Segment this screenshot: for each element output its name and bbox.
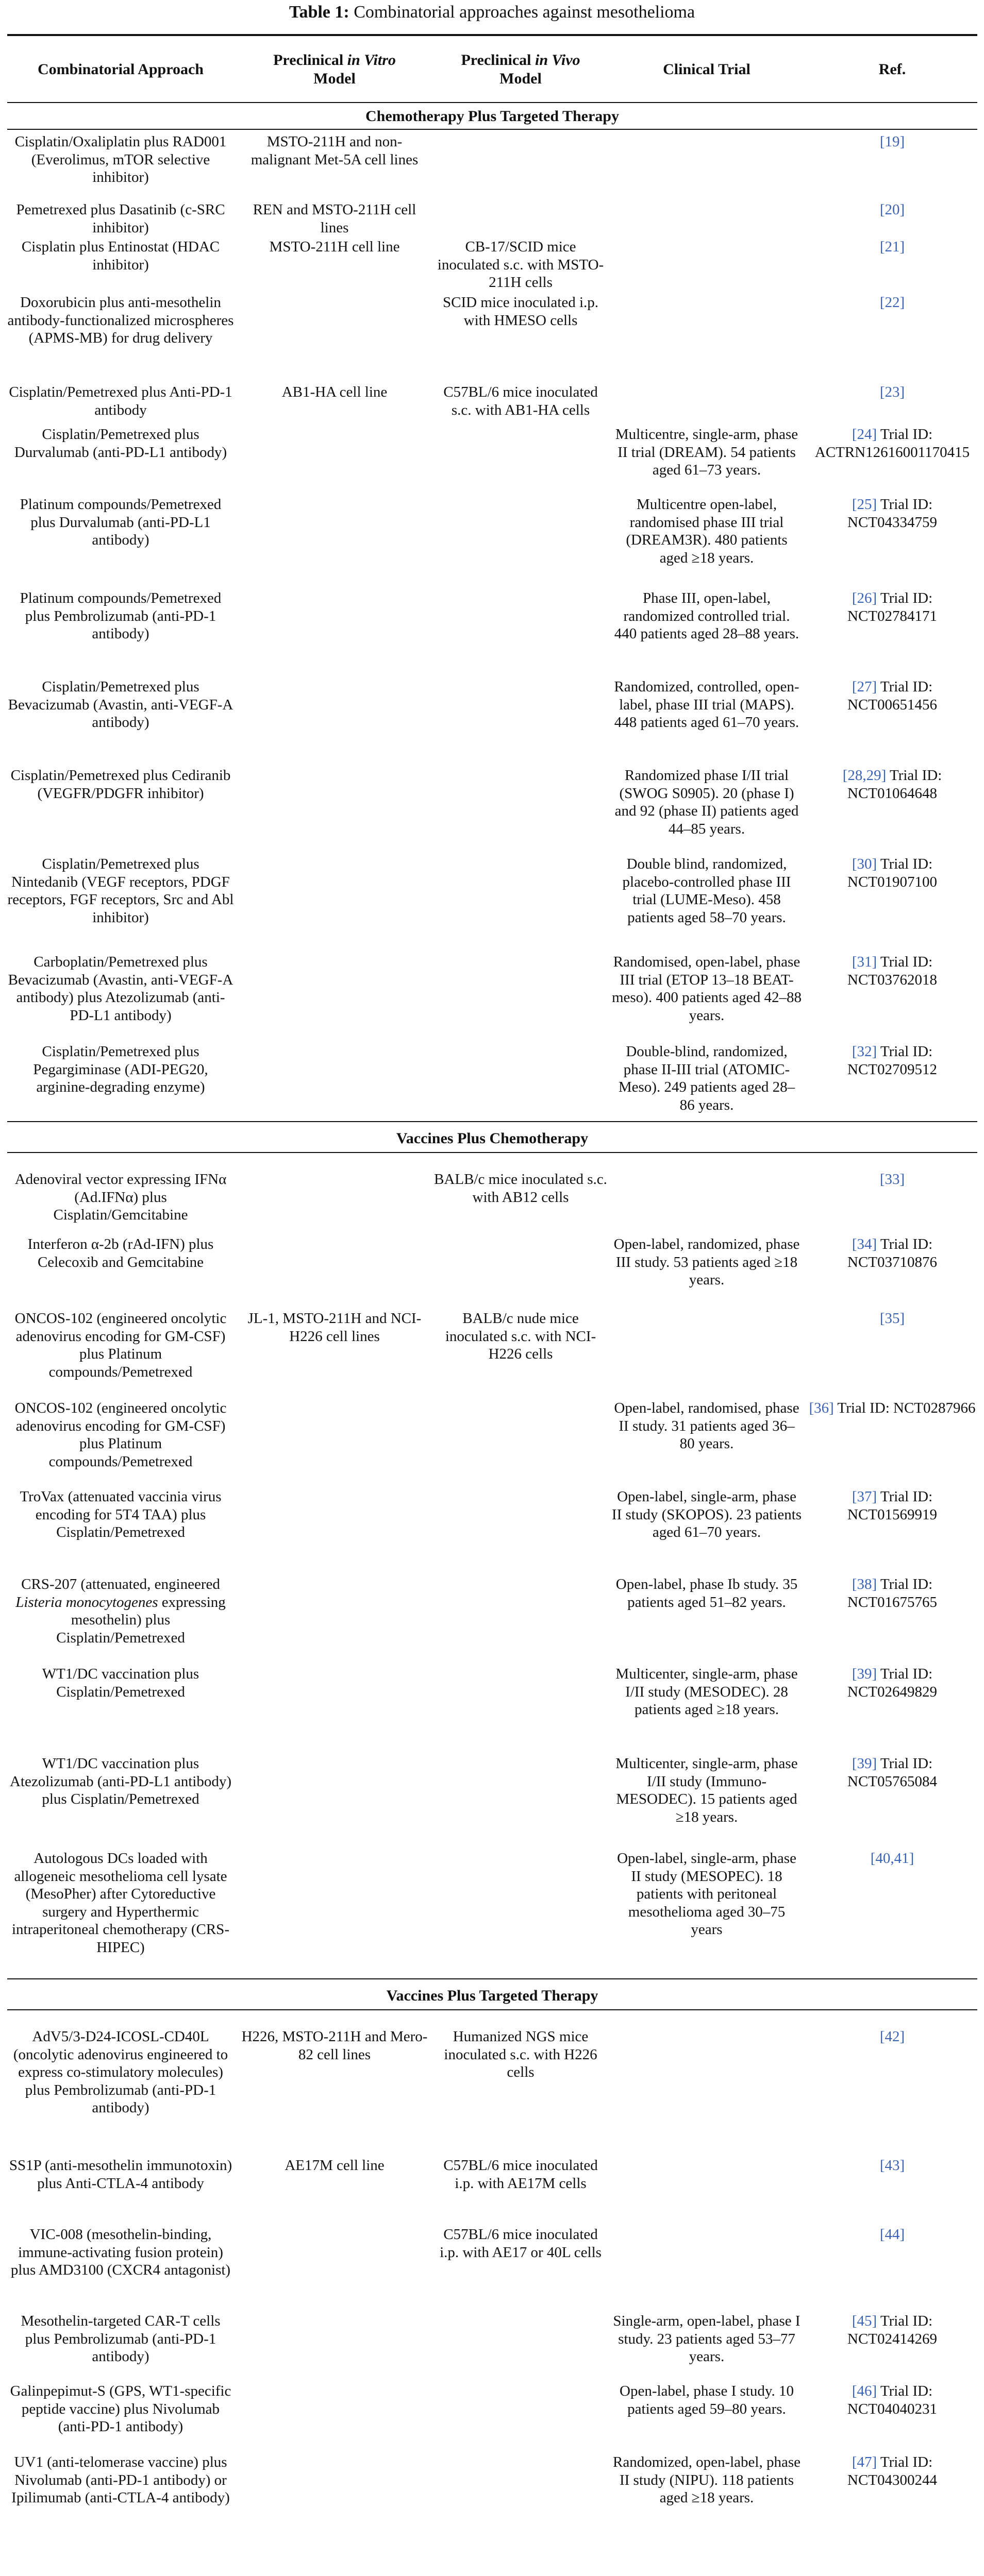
cell-ref xyxy=(807,1171,977,1189)
cell-vivo: C57BL/6 mice inoculated i.p. with AE17M cells xyxy=(443,2157,598,2192)
cell-ref: [28,29] Trial ID: NCT01064648 xyxy=(842,767,942,802)
cell-trial: Double blind, randomized, placebo-controlled phase III trial (LUME-Meso). 458 patients aged 58–70 years. xyxy=(622,856,791,926)
section-rule xyxy=(7,129,977,130)
cell-vivo: Humanized NGS mice inoculated s.c. with H226 cells xyxy=(444,2028,597,2080)
ref-link[interactable]: [32] xyxy=(852,1043,877,1060)
cell-approach: Cisplatin/Oxaliplatin plus RAD001 (Everolimus, mTOR selective inhibitor) xyxy=(14,133,227,185)
top-rule xyxy=(7,34,977,36)
cell-ref: [45] Trial ID: NCT02414269 xyxy=(847,2313,937,2347)
table-caption-text: Combinatorial approaches against mesothelioma xyxy=(354,3,695,22)
cell-approach: Cisplatin/Pemetrexed plus Anti-PD-1 antibody xyxy=(9,384,232,418)
cell-trial: Multicenter, single-arm, phase I/II study (MESODEC). 28 patients aged ≥18 years. xyxy=(615,1666,798,1718)
cell-ref: [32] Trial ID: NCT02709512 xyxy=(847,1043,937,1078)
ref-link[interactable]: [45] xyxy=(852,2313,877,2329)
cell-approach: UV1 (anti-telomerase vaccine) plus Nivolumab (anti-PD-1 antibody) or Ipilimumab (anti-CTLA-4 antibody) xyxy=(11,2454,230,2506)
cell-approach: Cisplatin/Pemetrexed plus Pegargiminase (ADI-PEG20, arginine-degrading enzyme) xyxy=(33,1043,208,1095)
cell-approach: AdV5/3-D24-ICOSL-CD40L (oncolytic adenovirus engineered to express co-stimulatory molecules) plus Pembrolizumab (anti-PD-1 antibody) xyxy=(13,2028,228,2116)
cell-approach: Pemetrexed plus Dasatinib (c-SRC inhibitor) xyxy=(16,201,225,236)
ref-link[interactable]: [35] xyxy=(879,1310,905,1327)
cell-trial: Multicenter, single-arm, phase I/II study (Immuno-MESODEC). 15 patients aged ≥18 years. xyxy=(615,1755,798,1825)
cell-ref xyxy=(807,2028,977,2046)
cell-approach: Galinpepimut-S (GPS, WT1-specific peptide vaccine) plus Nivolumab (anti-PD-1 antibody) xyxy=(10,2383,231,2435)
ref-link[interactable]: [47] xyxy=(852,2454,877,2470)
header-vitro: Preclinical in Vitro Model xyxy=(273,52,396,87)
ref-link[interactable]: [27] xyxy=(852,679,877,695)
section-rule xyxy=(7,1978,977,1979)
cell-ref xyxy=(807,383,977,401)
cell-ref: [36] Trial ID: NCT0287966 xyxy=(809,1400,976,1416)
header-trial: Clinical Trial xyxy=(663,61,750,78)
cell-approach: TroVax (attenuated vaccinia virus encoding for 5T4 TAA) plus Cisplatin/Pemetrexed xyxy=(20,1488,222,1540)
cell-trial: Randomized, controlled, open-label, phase III trial (MAPS). 448 patients aged 61–70 years. xyxy=(614,679,799,731)
cell-ref xyxy=(807,2226,977,2244)
cell-approach: Cisplatin/Pemetrexed plus Nintedanib (VEGF receptors, PDGF receptors, FGF receptors, Src and Abl inhibitor) xyxy=(7,856,234,926)
ref-link[interactable]: [25] xyxy=(852,496,877,513)
table-caption-label: Table 1: xyxy=(289,3,349,22)
cell-vitro: H226, MSTO-211H and Mero-82 cell lines xyxy=(241,2028,428,2063)
section-title: Vaccines Plus Chemotherapy xyxy=(396,1130,589,1147)
ref-link[interactable]: [34] xyxy=(852,1236,877,1252)
cell-ref: [46] Trial ID: NCT04040231 xyxy=(847,2383,937,2417)
cell-approach: ONCOS-102 (engineered oncolytic adenovirus encoding for GM-CSF) plus Platinum compounds/Pemetrexed xyxy=(14,1400,227,1470)
cell-approach: Adenoviral vector expressing IFNα (Ad.IFNα) plus Cisplatin/Gemcitabine xyxy=(14,1171,227,1223)
cell-approach: Autologous DCs loaded with allogeneic mesothelioma cell lysate (MesoPher) after Cytoreductive surgery and Hyperthermic intraperitoneal chemotherapy (CRS-HIPEC) xyxy=(12,1850,229,1956)
header-approach: Combinatorial Approach xyxy=(38,61,204,78)
cell-approach: Platinum compounds/Pemetrexed plus Pembrolizumab (anti-PD-1 antibody) xyxy=(20,590,222,642)
ref-link[interactable]: [22] xyxy=(879,294,905,311)
cell-vivo: C57BL/6 mice inoculated s.c. with AB1-HA cells xyxy=(443,384,598,418)
cell-ref: [25] Trial ID: NCT04334759 xyxy=(847,496,937,531)
cell-ref: [37] Trial ID: NCT01569919 xyxy=(847,1488,937,1523)
cell-ref: [39] Trial ID: NCT02649829 xyxy=(847,1666,937,1700)
cell-ref: [27] Trial ID: NCT00651456 xyxy=(847,679,937,713)
cell-approach: SS1P (anti-mesothelin immunotoxin) plus Anti-CTLA-4 antibody xyxy=(9,2157,232,2192)
ref-link[interactable]: [43] xyxy=(879,2157,905,2174)
cell-approach: Doxorubicin plus anti-mesothelin antibody-functionalized microspheres (APMS-MB) for drug delivery xyxy=(7,294,234,346)
cell-ref: [26] Trial ID: NCT02784171 xyxy=(847,590,937,624)
section-title: Chemotherapy Plus Targeted Therapy xyxy=(365,108,619,125)
cell-ref xyxy=(807,238,977,256)
ref-link[interactable]: [40,41] xyxy=(870,1850,914,1867)
cell-vitro: MSTO-211H cell line xyxy=(269,239,400,255)
cell-ref: [38] Trial ID: NCT01675765 xyxy=(847,1576,937,1611)
cell-approach: Cisplatin/Pemetrexed plus Bevacizumab (Avastin, anti-VEGF-A antibody) xyxy=(8,679,234,731)
cell-approach: WT1/DC vaccination plus Atezolizumab (anti-PD-L1 antibody) plus Cisplatin/Pemetrexed xyxy=(9,1755,232,1807)
ref-link[interactable]: [44] xyxy=(879,2226,905,2243)
cell-vitro: AB1-HA cell line xyxy=(281,384,388,400)
cell-trial: Open-label, phase I study. 10 patients aged 59–80 years. xyxy=(620,2383,794,2417)
ref-link[interactable]: [37] xyxy=(852,1488,877,1505)
ref-link[interactable]: [42] xyxy=(879,2028,905,2045)
cell-approach: Carboplatin/Pemetrexed plus Bevacizumab (Avastin, anti-VEGF-A antibody) plus Atezolizumab (anti-PD-L1 antibody) xyxy=(8,954,234,1024)
cell-approach: Interferon α-2b (rAd-IFN) plus Celecoxib and Gemcitabine xyxy=(27,1236,214,1270)
header-rule xyxy=(7,102,977,103)
cell-trial: Randomised, open-label, phase III trial (ETOP 13–18 BEAT-meso). 400 patients aged 42–88 years. xyxy=(611,954,802,1024)
cell-ref: [30] Trial ID: NCT01907100 xyxy=(847,856,937,890)
cell-approach: Cisplatin plus Entinostat (HDAC inhibitor) xyxy=(21,239,220,273)
ref-link[interactable]: [46] xyxy=(852,2383,877,2399)
cell-ref: [39] Trial ID: NCT05765084 xyxy=(847,1755,937,1790)
ref-link[interactable]: [20] xyxy=(879,201,905,218)
cell-vitro: MSTO-211H and non-malignant Met-5A cell lines xyxy=(251,133,419,168)
header-ref: Ref. xyxy=(878,61,906,78)
ref-link[interactable]: [28,29] xyxy=(842,767,887,784)
cell-trial: Open-label, randomised, phase II study. 31 patients aged 36–80 years. xyxy=(614,1400,799,1452)
ref-link[interactable]: [38] xyxy=(852,1576,877,1592)
cell-trial: Multicentre, single-arm, phase II trial (DREAM). 54 patients aged 61–73 years. xyxy=(615,426,798,478)
ref-link[interactable]: [30] xyxy=(852,856,877,872)
section-rule xyxy=(7,2009,977,2010)
cell-ref: [47] Trial ID: NCT04300244 xyxy=(847,2454,937,2488)
section-rule xyxy=(7,1152,977,1153)
cell-ref: [31] Trial ID: NCT03762018 xyxy=(847,954,937,988)
ref-link[interactable]: [26] xyxy=(852,590,877,606)
table-caption xyxy=(0,0,984,25)
cell-trial: Double-blind, randomized, phase II-III trial (ATOMIC-Meso). 249 patients aged 28–86 years. xyxy=(618,1043,795,1113)
cell-vivo: BALB/c mice inoculated s.c. with AB12 cells xyxy=(434,1171,607,1206)
ref-link[interactable]: [19] xyxy=(879,133,905,150)
cell-approach: ONCOS-102 (engineered oncolytic adenovirus encoding for GM-CSF) plus Platinum compounds/Pemetrexed xyxy=(14,1310,227,1380)
section-rule xyxy=(7,1121,977,1122)
cell-trial: Multicentre open-label, randomised phase III trial (DREAM3R). 480 patients aged ≥18 years. xyxy=(626,496,788,566)
cell-approach: CRS-207 (attenuated, engineered Listeria monocytogenes expressing mesothelin) plus Cisplatin/Pemetrexed xyxy=(15,1576,226,1646)
cell-vivo: CB-17/SCID mice inoculated s.c. with MSTO-211H cells xyxy=(437,239,604,291)
ref-link[interactable]: [23] xyxy=(879,384,905,400)
cell-approach: WT1/DC vaccination plus Cisplatin/Pemetrexed xyxy=(42,1666,199,1700)
cell-ref: [24] Trial ID: ACTRN12616001170415 xyxy=(814,426,970,461)
cell-approach: Cisplatin/Pemetrexed plus Durvalumab (anti-PD-L1 antibody) xyxy=(14,426,227,461)
ref-link[interactable]: [33] xyxy=(879,1171,905,1188)
cell-trial: Open-label, phase Ib study. 35 patients aged 51–82 years. xyxy=(615,1576,798,1611)
cell-trial: Open-label, single-arm, phase II study (SKOPOS). 23 patients aged 61–70 years. xyxy=(611,1488,802,1540)
cell-ref xyxy=(807,294,977,312)
cell-vivo: C57BL/6 mice inoculated i.p. with AE17 or 40L cells xyxy=(440,2226,602,2261)
cell-ref: [34] Trial ID: NCT03710876 xyxy=(847,1236,937,1270)
cell-ref xyxy=(807,201,977,219)
section-title: Vaccines Plus Targeted Therapy xyxy=(386,1987,598,2004)
cell-vitro: AE17M cell line xyxy=(285,2157,385,2174)
cell-trial: Randomized phase I/II trial (SWOG S0905). 20 (phase I) and 92 (phase II) patients aged 44–85 years. xyxy=(614,767,799,837)
cell-trial: Single-arm, open-label, phase I study. 23 patients aged 53–77 years. xyxy=(613,2313,800,2365)
cell-vivo: SCID mice inoculated i.p. with HMESO cells xyxy=(442,294,599,329)
ref-link[interactable]: [21] xyxy=(879,239,905,255)
cell-trial: Randomized, open-label, phase II study (NIPU). 118 patients aged ≥18 years. xyxy=(613,2454,800,2506)
cell-trial: Open-label, randomized, phase III study. 53 patients aged ≥18 years. xyxy=(613,1236,800,1288)
header-vivo: Preclinical in Vivo Model xyxy=(461,52,580,87)
cell-approach: Cisplatin/Pemetrexed plus Cediranib (VEGFR/PDGFR inhibitor) xyxy=(10,767,231,802)
cell-trial: Open-label, single-arm, phase II study (MESOPEC). 18 patients with peritoneal mesothelioma aged 30–75 years xyxy=(617,1850,796,1938)
cell-vitro: JL-1, MSTO-211H and NCI-H226 cell lines xyxy=(247,1310,422,1345)
cell-ref xyxy=(807,133,977,151)
ref-link[interactable]: [31] xyxy=(852,954,877,970)
cell-ref xyxy=(807,1850,977,1868)
cell-ref xyxy=(807,2157,977,2175)
ref-link[interactable]: [39] xyxy=(852,1666,877,1682)
cell-approach: Platinum compounds/Pemetrexed plus Durvalumab (anti-PD-L1 antibody) xyxy=(20,496,222,548)
cell-vitro: REN and MSTO-211H cell lines xyxy=(253,201,416,236)
cell-trial: Phase III, open-label, randomized controlled trial. 440 patients aged 28–88 years. xyxy=(614,590,799,642)
cell-approach: VIC-008 (mesothelin-binding, immune-activating fusion protein) plus AMD3100 (CXCR4 antagonist) xyxy=(10,2226,231,2278)
ref-link[interactable]: [24] xyxy=(852,426,877,443)
cell-vivo: BALB/c nude mice inoculated s.c. with NCI-H226 cells xyxy=(445,1310,596,1362)
cell-ref xyxy=(807,1310,977,1328)
ref-link[interactable]: [36] xyxy=(809,1400,834,1416)
cell-approach: Mesothelin-targeted CAR-T cells plus Pembrolizumab (anti-PD-1 antibody) xyxy=(21,2313,221,2365)
ref-link[interactable]: [39] xyxy=(852,1755,877,1772)
